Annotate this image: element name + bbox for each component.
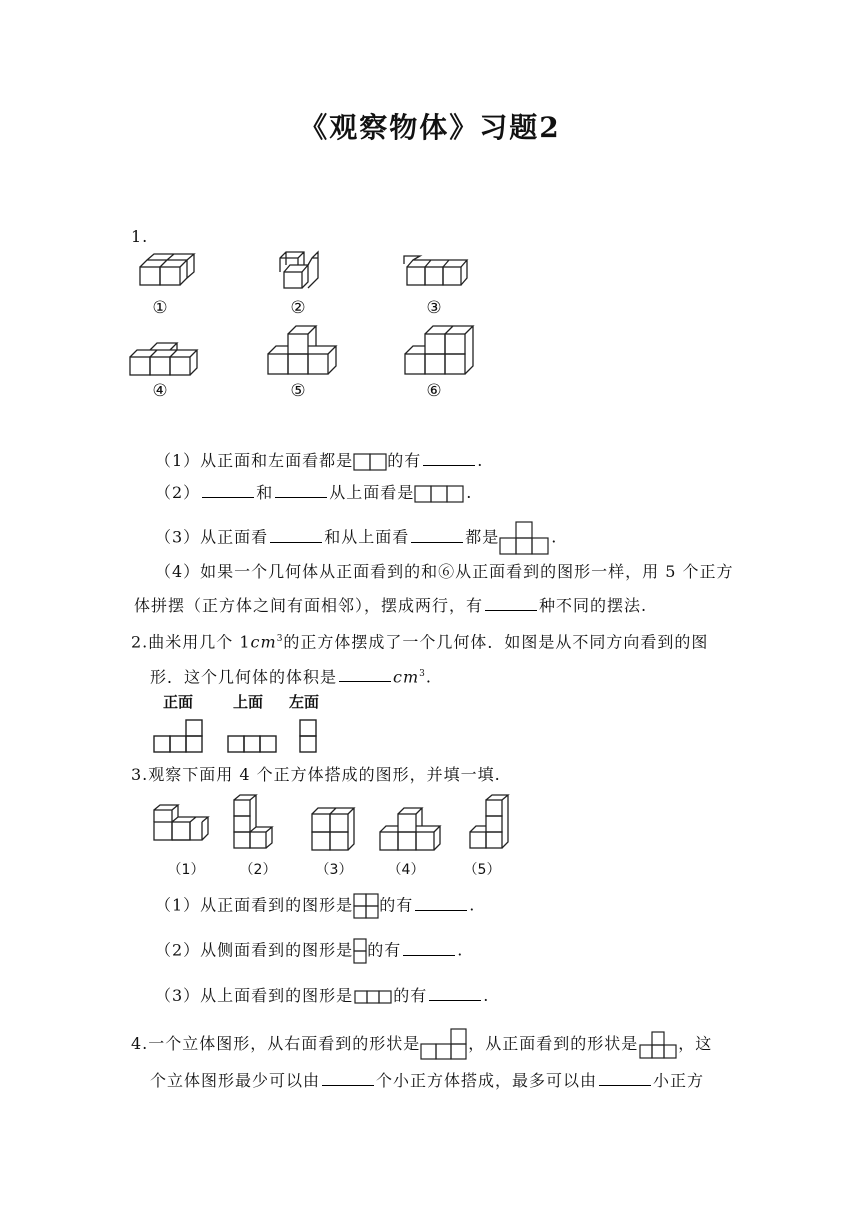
unit-exponent: 3 — [276, 634, 284, 644]
q3-line: 3.观察下面用 4 个正方体搭成的图形，并填一填. — [131, 765, 501, 784]
answer-blank[interactable] — [275, 483, 327, 498]
q1-sub1-text-a: （1）从正面和左面看都是 — [155, 451, 354, 470]
q3-sub1-text-b: 的有 — [379, 895, 414, 915]
answer-blank[interactable] — [423, 451, 475, 466]
q1-figure-2 — [280, 252, 318, 288]
q1-label-2: ② — [290, 298, 306, 318]
q1-label-5: ⑤ — [290, 381, 306, 401]
period: . — [425, 667, 432, 687]
q3-label-3: （3） — [315, 862, 353, 878]
q1-sub2 — [155, 482, 472, 504]
q1-sub4-line2 — [134, 595, 647, 617]
q3-label-5: （5） — [463, 862, 501, 878]
top-view-shape — [228, 736, 276, 752]
q3-sub3 — [155, 985, 489, 1007]
period: . — [551, 527, 558, 547]
q1-sub3-text-a: （3）从正面看 — [155, 527, 269, 547]
vertical-two-square-shape — [353, 938, 367, 964]
q1-sub2-text-c: 从上面看是 — [329, 483, 415, 502]
q3-sub3-text-b: 的有 — [393, 986, 428, 1005]
period: . — [477, 451, 484, 470]
period: . — [483, 986, 490, 1005]
period: . — [466, 483, 473, 502]
answer-blank[interactable] — [485, 596, 537, 611]
q1-label-4: ④ — [152, 381, 168, 401]
q3-label-4: （4） — [387, 862, 425, 878]
unit-cm: cm — [393, 667, 420, 687]
three-square-shape — [414, 485, 466, 503]
q3-sub2 — [155, 938, 463, 964]
q3-label-2: （2） — [239, 862, 277, 878]
q1-figure-5 — [268, 326, 336, 374]
q1-figures — [120, 250, 480, 410]
q1-label-3: ③ — [426, 298, 442, 318]
t-shape — [499, 521, 551, 555]
q4-line1 — [131, 1028, 712, 1061]
q2-line1 — [131, 628, 708, 653]
answer-blank[interactable] — [429, 986, 481, 1001]
q2-line2 — [150, 663, 432, 688]
q4-text-d: 个立体图形最少可以由 — [150, 1071, 321, 1090]
q1-sub2-text-a: （2） — [155, 483, 201, 502]
answer-blank[interactable] — [599, 1071, 651, 1086]
q1-sub3 — [155, 521, 557, 555]
two-square-shape — [353, 453, 387, 471]
q3-figures — [148, 790, 528, 880]
q3-sub1 — [155, 893, 475, 919]
period: . — [457, 940, 464, 960]
answer-blank[interactable] — [415, 896, 467, 911]
q3-figure-1 — [154, 805, 208, 840]
q1-figure-3 — [404, 256, 467, 285]
answer-blank[interactable] — [411, 528, 463, 543]
q3-sub2-text-b: 的有 — [367, 940, 402, 960]
q3-sub2-text-a: （2）从侧面看到的图形是 — [155, 940, 354, 960]
q1-sub2-text-b: 和 — [256, 483, 274, 502]
q1-figure-4 — [130, 343, 197, 375]
q1-sub3-text-b: 和从上面看 — [324, 527, 410, 547]
q3-label-1: （1） — [167, 862, 205, 878]
q2-text-b: 的正方体摆成了一个几何体．如图是从不同方向看到的图 — [283, 632, 709, 652]
view-label-front: 正面 — [162, 693, 194, 711]
three-square-shape — [353, 990, 393, 1004]
q1-sub1-text-b: 的有 — [387, 451, 422, 470]
q1-figure-6 — [405, 326, 473, 374]
q3-figure-5 — [470, 795, 508, 848]
period: . — [469, 895, 476, 915]
q2-views — [148, 690, 338, 754]
q4-line2 — [150, 1070, 704, 1092]
answer-blank[interactable] — [322, 1071, 374, 1086]
two-by-two-shape — [353, 893, 379, 919]
q1-number: 1. — [131, 227, 149, 246]
page-title: 《观察物体》习题2 — [299, 111, 561, 144]
q3-sub1-text-a: （1）从正面看到的图形是 — [155, 895, 354, 915]
answer-blank[interactable] — [270, 528, 322, 543]
left-view-shape — [300, 720, 316, 752]
q3-figure-2 — [234, 795, 272, 848]
q1-sub4-text-b: 体拼摆（正方体之间有面相邻），摆成两行，有 — [134, 596, 484, 615]
q1-sub4-text-c: 种不同的摆法. — [539, 596, 648, 615]
q4-text-e: 个小正方体搭成，最多可以由 — [376, 1071, 598, 1090]
answer-blank[interactable] — [202, 483, 254, 498]
front-view-t-shape — [638, 1031, 678, 1059]
unit-cm: cm — [250, 632, 277, 652]
q3-figure-4 — [380, 808, 440, 850]
q2-text-c: 形．这个几何体的体积是 — [150, 667, 338, 687]
q4-text-c: ，这 — [678, 1034, 713, 1053]
q4-text-a: 4.一个立体图形，从右面看到的形状是 — [131, 1034, 421, 1053]
right-view-shape — [420, 1029, 468, 1061]
q1-label-6: ⑥ — [426, 381, 442, 401]
q1-label-1: ① — [152, 298, 168, 318]
q1-sub3-text-c: 都是 — [465, 527, 500, 547]
q3-figure-3 — [312, 808, 354, 850]
answer-blank[interactable] — [403, 941, 455, 956]
q4-text-f: 小正方 — [653, 1071, 705, 1090]
q1-sub1 — [155, 450, 483, 472]
q4-text-b: ，从正面看到的形状是 — [468, 1034, 639, 1053]
q1-figure-1 — [140, 254, 194, 285]
unit-exponent: 3 — [419, 669, 426, 679]
view-label-left: 左面 — [288, 693, 320, 711]
q3-sub3-text-a: （3）从上面看到的图形是 — [155, 986, 354, 1005]
view-label-top: 上面 — [232, 693, 264, 711]
q1-sub4-line1: （4）如果一个几何体从正面看到的和⑥从正面看到的图形一样，用 5 个正方 — [155, 562, 734, 581]
q2-text-a: 2.曲米用几个 1 — [131, 632, 251, 652]
front-view-shape — [154, 720, 202, 752]
answer-blank[interactable] — [339, 667, 391, 682]
